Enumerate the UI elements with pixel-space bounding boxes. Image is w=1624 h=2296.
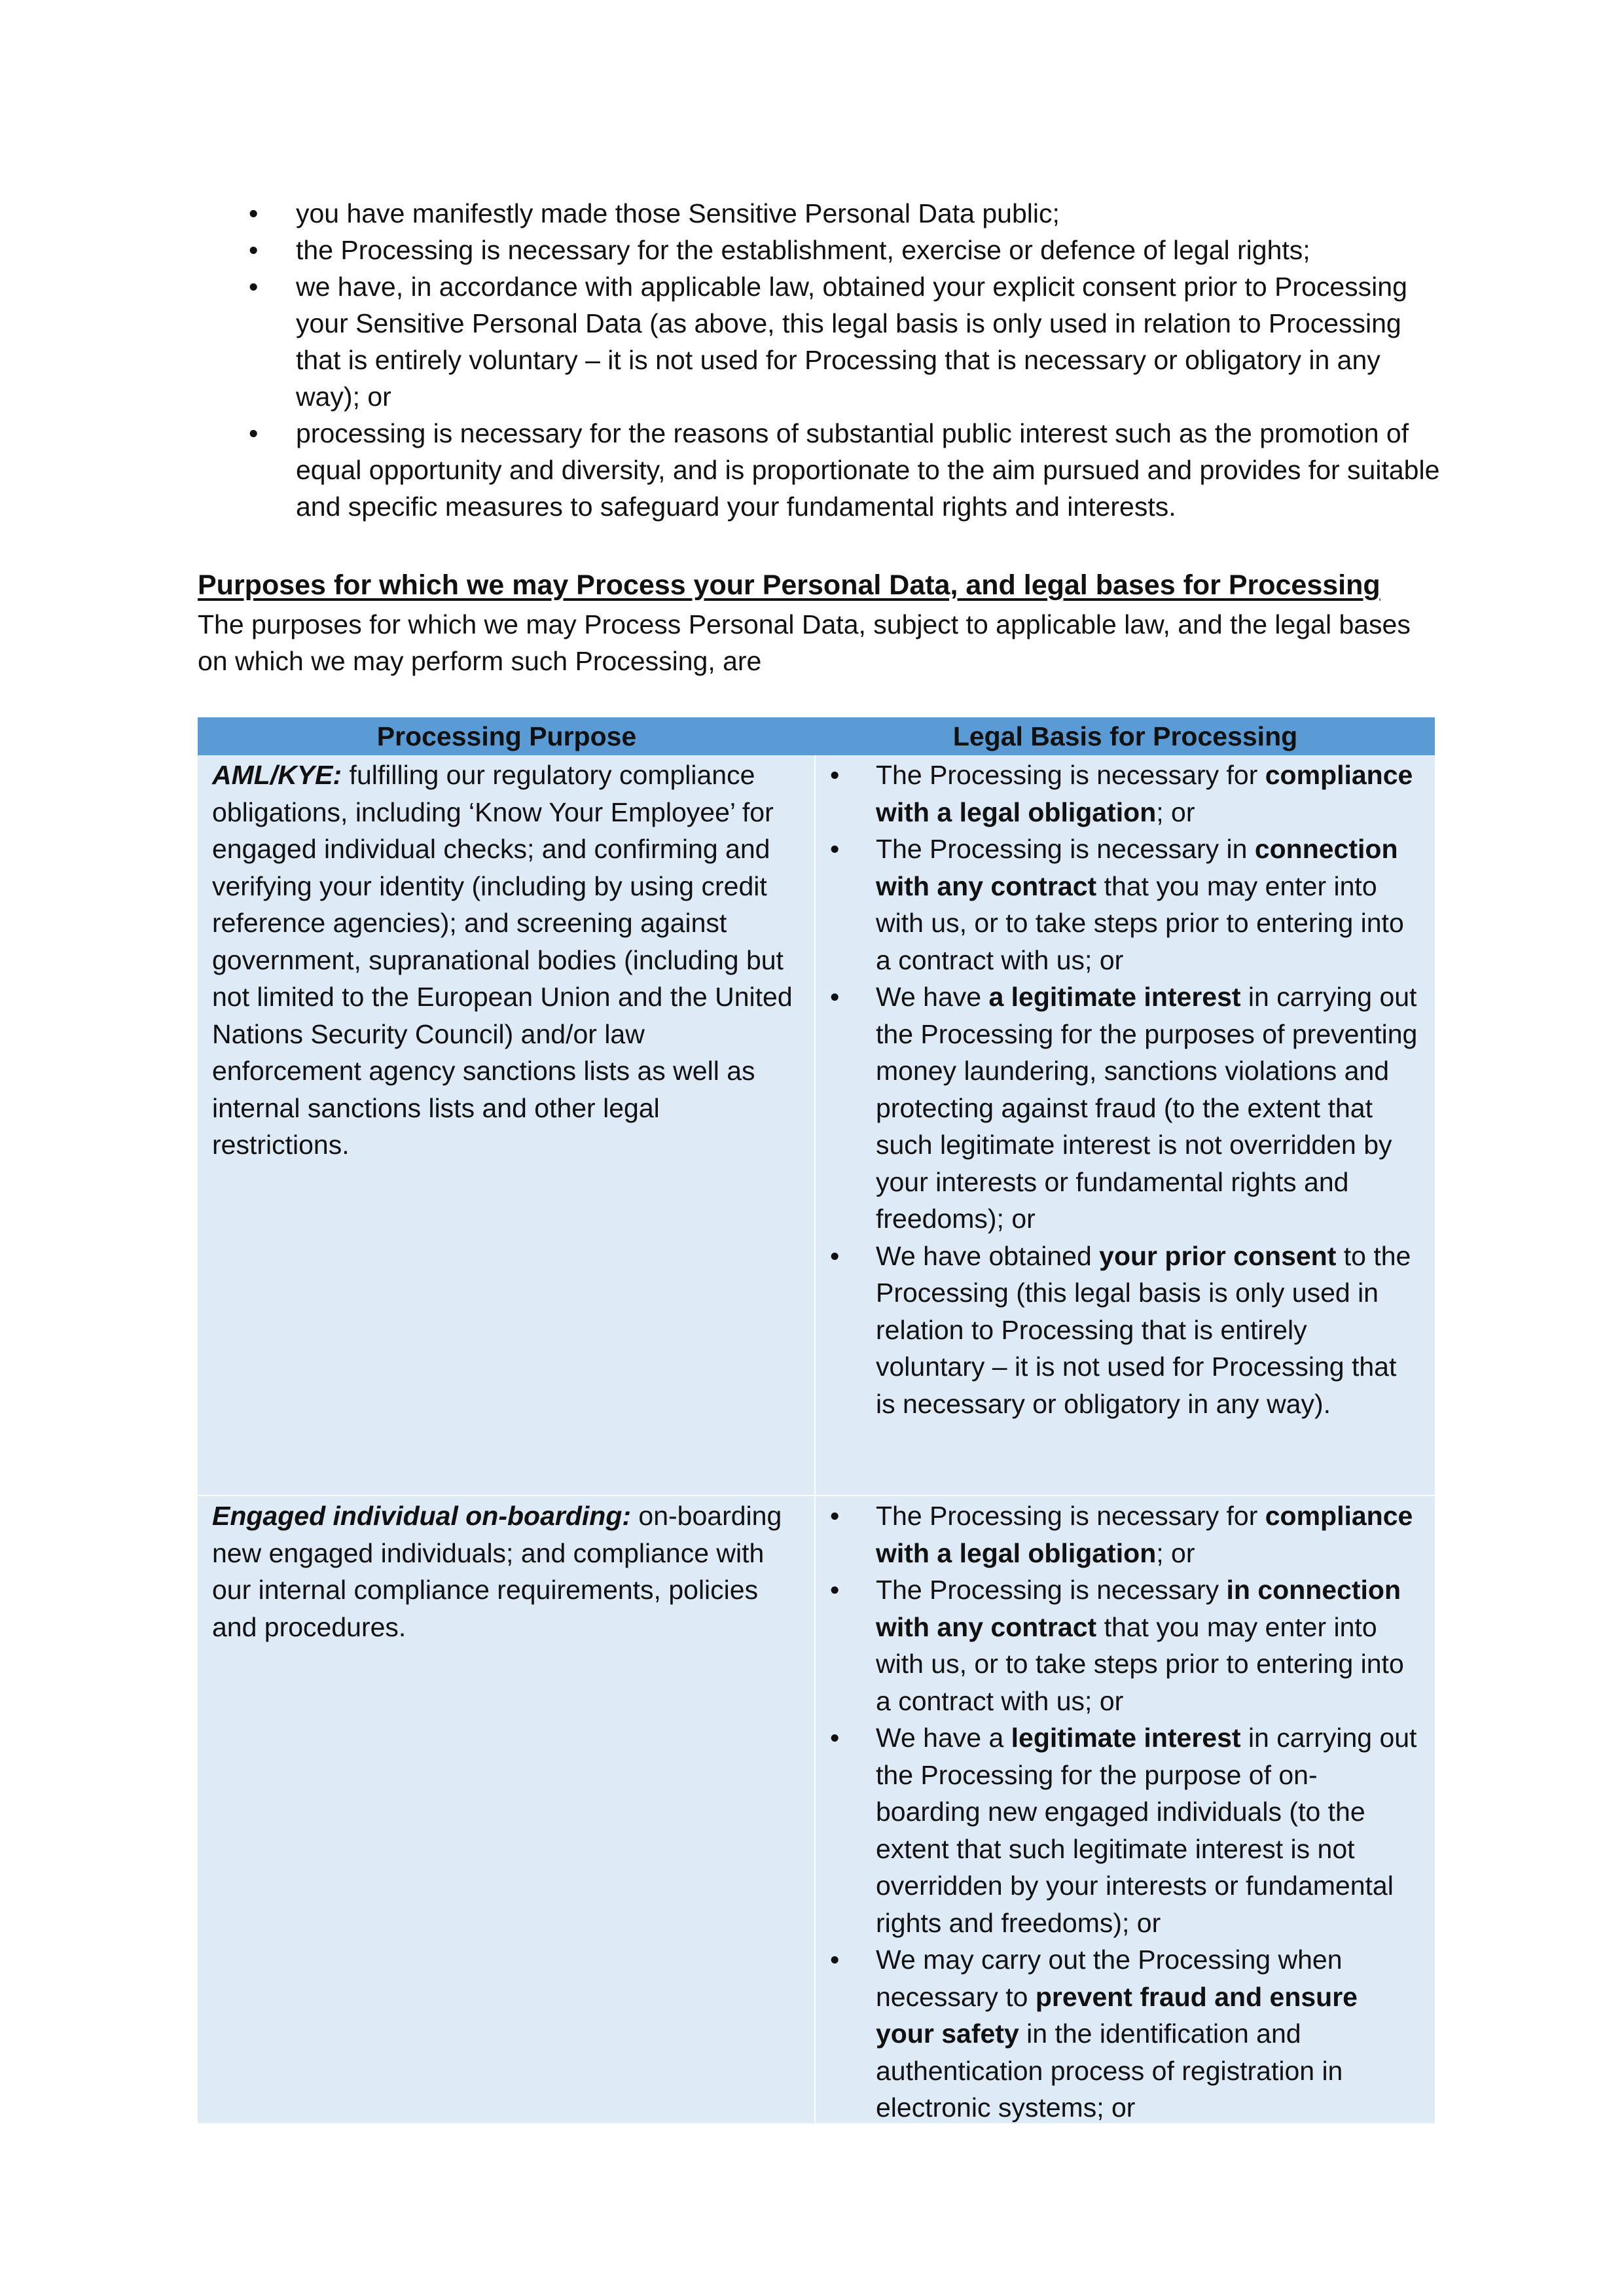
list-item-text: you have manifestly made those Sensitive Personal Data public; <box>296 198 1060 228</box>
purpose-title: AML/KYE: <box>212 760 342 790</box>
list-item <box>198 232 1441 268</box>
basis-text: ; or <box>1156 1537 1195 1568</box>
basis-text: We may carry out the Processing when necessary to <box>876 1945 1343 2012</box>
basis-text: The Processing is necessary for <box>876 1501 1265 1531</box>
legal-basis-cell <box>816 1496 1435 2123</box>
bullet-icon: • <box>830 1240 840 1271</box>
basis-emphasis: your prior consent <box>1099 1240 1337 1271</box>
basis-text: We have obtained <box>876 1240 1100 1271</box>
bullet-icon: • <box>249 198 259 228</box>
basis-text: that you may enter into with us, or to take steps prior to entering into a contract with us; or <box>876 1611 1404 1716</box>
basis-text: ; or <box>1156 797 1195 827</box>
table-row <box>198 1496 1435 2123</box>
basis-text: in carrying out the Processing for the purposes of preventing money laundering, sanctions violations and protecting against fraud (to the extent that such legitimate interest is not overridden by your interests or fundamental rights and freedoms); or <box>876 982 1418 1234</box>
purpose-cell <box>198 1496 816 2123</box>
list-item <box>816 831 1422 978</box>
list-item <box>816 1719 1422 1941</box>
bullet-icon: • <box>830 834 840 864</box>
bullet-icon: • <box>830 1501 840 1531</box>
basis-text: We have a <box>876 1723 1011 1753</box>
list-item <box>198 268 1441 415</box>
list-item-text: processing is necessary for the reasons of substantial public interest such as the promotion of equal opportunity and diversity, and is proportionate to the aim pursued and provides for suitable and specific measures to safeguard your fundamental rights and interests. <box>296 418 1440 522</box>
basis-emphasis: prevent fraud and ensure your safety <box>876 1981 1358 2049</box>
table-row <box>198 755 1435 1496</box>
header-legal-basis: Legal Basis for Processing <box>952 721 1298 751</box>
list-item <box>816 1498 1422 1571</box>
purpose-text: on-boarding new engaged individuals; and compliance with our internal compliance requirements, policies and procedures. <box>212 1501 782 1642</box>
basis-text: We have <box>876 982 989 1012</box>
section-heading: Purposes for which we may Process your Personal Data, and legal bases for Processing <box>198 569 1380 601</box>
basis-emphasis: in connection with any contract <box>876 1575 1401 1642</box>
bullet-icon: • <box>830 982 840 1012</box>
list-item <box>816 978 1422 1238</box>
sensitive-data-conditions-list <box>198 195 1441 525</box>
basis-text: to the Processing (this legal basis is only used in relation to Processing that is entirely voluntary – it is not used for Processing that is necessary or obligatory in any way). <box>876 1240 1411 1419</box>
basis-text: in carrying out the Processing for the purpose of on-boarding new engaged individuals (to the extent that such legitimate interest is not overridden by your interests or fundamental rights and freedoms); or <box>876 1723 1417 1938</box>
purpose-title: Engaged individual on-boarding: <box>212 1501 632 1531</box>
basis-emphasis: compliance with a legal obligation <box>876 1501 1413 1568</box>
list-item <box>816 757 1422 831</box>
bullet-icon: • <box>249 235 259 265</box>
section-intro: The purposes for which we may Process Personal Data, subject to applicable law, and the legal bases on which we may perform such Processing, are <box>198 609 1411 676</box>
table-header <box>198 717 1435 755</box>
processing-purposes-table <box>198 717 1435 2123</box>
bullet-icon: • <box>830 1575 840 1605</box>
basis-text: The Processing is necessary in <box>876 834 1255 864</box>
list-item <box>198 195 1441 232</box>
basis-text: The Processing is necessary for <box>876 760 1265 790</box>
list-item-text: we have, in accordance with applicable law, obtained your explicit consent prior to Processing your Sensitive Personal Data (as above, this legal basis is only used in relation to Processing that is entirely voluntary – it is not used for Processing that is necessary or obligatory in any way); or <box>296 272 1407 412</box>
list-item <box>816 1238 1422 1423</box>
basis-emphasis: legitimate interest <box>1011 1723 1241 1753</box>
bullet-icon: • <box>830 1723 840 1753</box>
bullet-icon: • <box>249 272 259 302</box>
list-item-text: the Processing is necessary for the establishment, exercise or defence of legal rights; <box>296 235 1310 265</box>
basis-text: that you may enter into with us, or to take steps prior to entering into a contract with us; or <box>876 870 1404 975</box>
legal-basis-list <box>816 757 1422 1422</box>
header-processing-purpose: Processing Purpose <box>376 721 637 751</box>
basis-emphasis: connection with any contract <box>876 834 1398 901</box>
list-item <box>816 1571 1422 1719</box>
legal-basis-cell <box>816 755 1435 1495</box>
bullet-icon: • <box>249 418 259 448</box>
bullet-icon: • <box>830 760 840 790</box>
basis-emphasis: a legitimate interest <box>988 982 1241 1012</box>
legal-basis-list <box>816 1498 1422 2126</box>
list-item <box>198 415 1441 525</box>
purpose-cell <box>198 755 816 1495</box>
purpose-text: fulfilling our regulatory compliance obligations, including ‘Know Your Employee’ for engaged individual checks; and confirming and verifying your identity (including by using credit reference agencies); and screening against government, supranational bodies (including but not limited to the European Union and the United Nations Security Council) and/or law enforcement agency sanctions lists as well as internal sanctions lists and other legal restrictions. <box>212 760 793 1160</box>
bullet-icon: • <box>830 1945 840 1975</box>
basis-text: The Processing is necessary <box>876 1575 1227 1605</box>
list-item <box>816 1941 1422 2126</box>
basis-text: in the identification and authentication process of registration in electronic systems; or <box>876 2018 1343 2123</box>
basis-emphasis: compliance with a legal obligation <box>876 760 1413 827</box>
